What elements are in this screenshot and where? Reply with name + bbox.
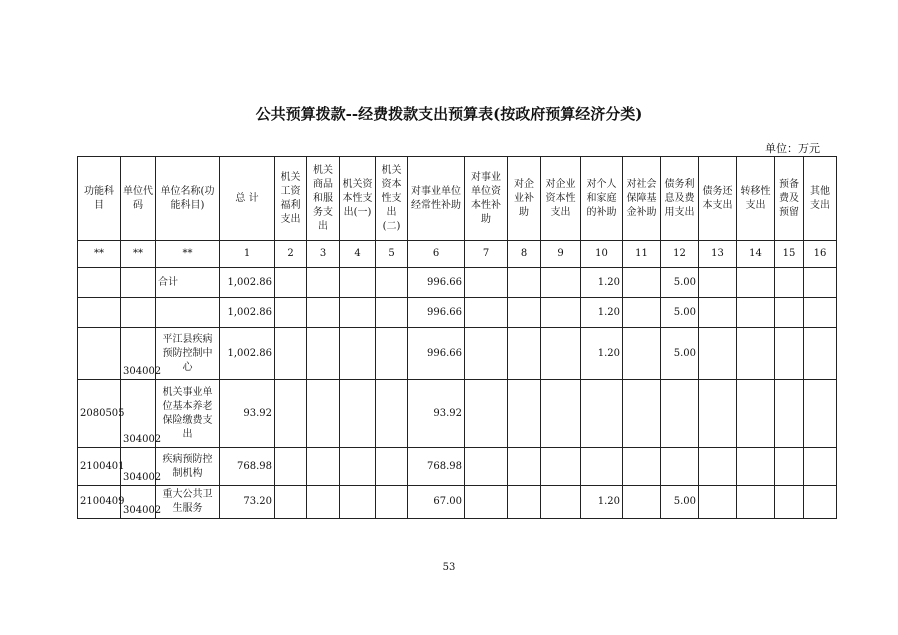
cell [541,268,581,298]
cell [376,268,408,298]
cell [340,448,376,486]
cell [775,328,804,380]
header-cell: 机关资本性支出(一) [340,157,376,241]
cell: 1.20 [581,486,623,519]
func-code-cell [78,268,121,298]
cell: 768.98 [408,448,465,486]
cell [508,486,541,519]
index-cell: 9 [541,241,581,268]
cell: 5.00 [661,298,699,328]
cell [804,328,837,380]
unit-name-cell: 机关事业单位基本养老保险缴费支出 [156,380,220,448]
cell [275,268,307,298]
header-cell: 机关工资福利支出 [275,157,307,241]
unit-code-cell [121,298,156,328]
table-row [78,298,837,328]
cell [775,380,804,448]
func-code-cell: 2100409 [78,486,121,519]
cell [307,380,340,448]
cell: 1.20 [581,268,623,298]
total-cell: 1,002.86 [220,298,275,328]
header-cell: 债务利息及费用支出 [661,157,699,241]
cell [775,268,804,298]
unit-name-cell: 重大公共卫生服务 [156,486,220,519]
header-cell: 机关资本性支出(二) [376,157,408,241]
cell [775,298,804,328]
cell [737,486,775,519]
func-code-cell [78,298,121,328]
budget-table [77,156,837,519]
cell [465,486,508,519]
cell [623,448,661,486]
cell [699,380,737,448]
cell [376,486,408,519]
func-code-cell: 2100401 [78,448,121,486]
index-cell: 11 [623,241,661,268]
total-cell: 73.20 [220,486,275,519]
cell [465,380,508,448]
index-cell: 12 [661,241,699,268]
header-cell: 转移性支出 [737,157,775,241]
index-cell: 13 [699,241,737,268]
index-cell: 6 [408,241,465,268]
header-cell: 对个人和家庭的补助 [581,157,623,241]
cell [623,380,661,448]
index-cell: ** [121,241,156,268]
index-cell: 4 [340,241,376,268]
cell [581,380,623,448]
cell: 1.20 [581,298,623,328]
cell [275,328,307,380]
cell [340,380,376,448]
total-cell: 1,002.86 [220,328,275,380]
cell [661,448,699,486]
unit-code-cell [121,268,156,298]
index-cell: 5 [376,241,408,268]
cell: 5.00 [661,268,699,298]
cell [775,448,804,486]
cell [307,268,340,298]
header-cell: 对社会保障基金补助 [623,157,661,241]
cell [623,268,661,298]
cell [661,380,699,448]
cell [581,448,623,486]
unit-code-cell: 304002 [121,380,156,448]
cell [699,298,737,328]
cell [541,448,581,486]
unit-name-cell: 合计 [156,268,220,298]
func-code-cell [78,328,121,380]
cell [737,268,775,298]
cell [623,328,661,380]
cell [508,380,541,448]
header-cell: 其他支出 [804,157,837,241]
unit-name-cell: 疾病预防控制机构 [156,448,220,486]
cell [804,380,837,448]
unit-code-cell: 304002 [121,486,156,519]
header-cell: 对企业资本性支出 [541,157,581,241]
index-row [78,241,837,268]
header-row [78,157,837,241]
index-cell: 10 [581,241,623,268]
cell [623,298,661,328]
cell: 93.92 [408,380,465,448]
cell: 996.66 [408,328,465,380]
cell [699,328,737,380]
index-cell: 14 [737,241,775,268]
table-row [78,448,837,486]
page-number: 53 [442,562,456,573]
table-row [78,486,837,519]
index-cell: ** [156,241,220,268]
cell [541,328,581,380]
func-code-cell: 2080505 [78,380,121,448]
index-cell: ** [78,241,121,268]
cell [804,268,837,298]
cell [307,328,340,380]
unit-code-cell: 304002 [121,448,156,486]
cell: 996.66 [408,298,465,328]
header-cell: 单位名称(功能科目) [156,157,220,241]
cell [508,268,541,298]
unit-label: 单位：万元 [765,142,820,155]
header-cell: 单位代码 [121,157,156,241]
cell [623,486,661,519]
cell: 996.66 [408,268,465,298]
cell [340,268,376,298]
cell [541,380,581,448]
page-title: 公共预算拨款--经费拨款支出预算表(按政府预算经济分类) [255,105,643,123]
cell [376,380,408,448]
cell: 67.00 [408,486,465,519]
cell [340,486,376,519]
cell [275,298,307,328]
cell [376,298,408,328]
header-cell: 对企业补助 [508,157,541,241]
header-cell: 机关商品和服务支出 [307,157,340,241]
cell [508,328,541,380]
cell [737,298,775,328]
index-cell: 1 [220,241,275,268]
header-cell: 功能科目 [78,157,121,241]
header-cell: 债务还本支出 [699,157,737,241]
index-cell: 15 [775,241,804,268]
header-cell: 对事业单位经常性补助 [408,157,465,241]
cell [275,380,307,448]
cell [465,268,508,298]
cell [465,328,508,380]
cell: 5.00 [661,486,699,519]
table-row [78,268,837,298]
cell: 1.20 [581,328,623,380]
index-cell: 8 [508,241,541,268]
cell [508,298,541,328]
cell [541,486,581,519]
cell: 5.00 [661,328,699,380]
cell [465,298,508,328]
cell [275,448,307,486]
cell [737,328,775,380]
cell [508,448,541,486]
unit-name-cell: 平江县疾病预防控制中心 [156,328,220,380]
index-cell: 16 [804,241,837,268]
total-cell: 768.98 [220,448,275,486]
index-cell: 2 [275,241,307,268]
header-cell: 总 计 [220,157,275,241]
total-cell: 1,002.86 [220,268,275,298]
unit-name-cell [156,298,220,328]
cell [376,448,408,486]
cell [737,448,775,486]
index-cell: 3 [307,241,340,268]
cell [541,298,581,328]
cell [775,486,804,519]
cell [307,298,340,328]
cell [307,486,340,519]
cell [340,298,376,328]
cell [275,486,307,519]
table-row [78,380,837,448]
table-row [78,328,837,380]
unit-code-cell: 304002 [121,328,156,380]
cell [307,448,340,486]
header-cell: 对事业单位资本性补助 [465,157,508,241]
cell [804,486,837,519]
cell [737,380,775,448]
total-cell: 93.92 [220,380,275,448]
cell [699,486,737,519]
cell [699,268,737,298]
cell [465,448,508,486]
cell [376,328,408,380]
cell [699,448,737,486]
cell [340,328,376,380]
index-cell: 7 [465,241,508,268]
header-cell: 预备费及预留 [775,157,804,241]
cell [804,298,837,328]
cell [804,448,837,486]
